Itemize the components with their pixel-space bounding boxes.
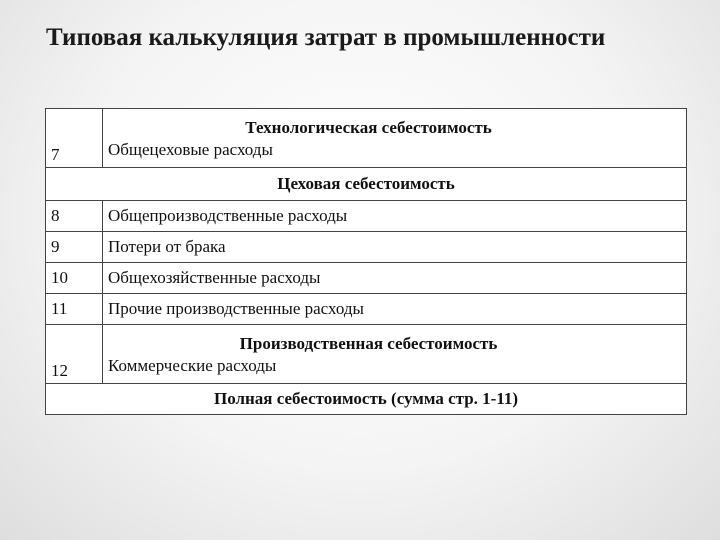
row-content	[103, 109, 687, 168]
subtotal-heading: Технологическая себестоимость	[245, 118, 492, 137]
table-row	[46, 384, 687, 415]
row-label: Общехозяйственные расходы	[103, 263, 687, 294]
page-title: Типовая калькуляция затрат в промышленности	[46, 24, 606, 51]
row-label: Коммерческие расходы	[108, 356, 277, 375]
row-number: 10	[46, 263, 103, 294]
table-row	[46, 201, 687, 232]
row-label: Потери от брака	[103, 232, 687, 263]
row-number: 11	[46, 294, 103, 325]
row-label: Прочие производственные расходы	[103, 294, 687, 325]
table-row	[46, 325, 687, 384]
table-row	[46, 294, 687, 325]
row-label: Общепроизводственные расходы	[103, 201, 687, 232]
total-heading: Полная себестоимость (сумма стр. 1-11)	[46, 384, 687, 415]
table-row	[46, 232, 687, 263]
row-number: 12	[46, 325, 103, 384]
row-number: 7	[46, 109, 103, 168]
row-label: Общецеховые расходы	[108, 140, 273, 159]
row-number: 8	[46, 201, 103, 232]
cost-calculation-table	[45, 108, 687, 415]
table-row	[46, 168, 687, 201]
subtotal-heading: Цеховая себестоимость	[46, 168, 687, 201]
table-row	[46, 263, 687, 294]
table-row	[46, 109, 687, 168]
row-content	[103, 325, 687, 384]
row-number: 9	[46, 232, 103, 263]
subtotal-heading: Производственная себестоимость	[239, 334, 498, 353]
